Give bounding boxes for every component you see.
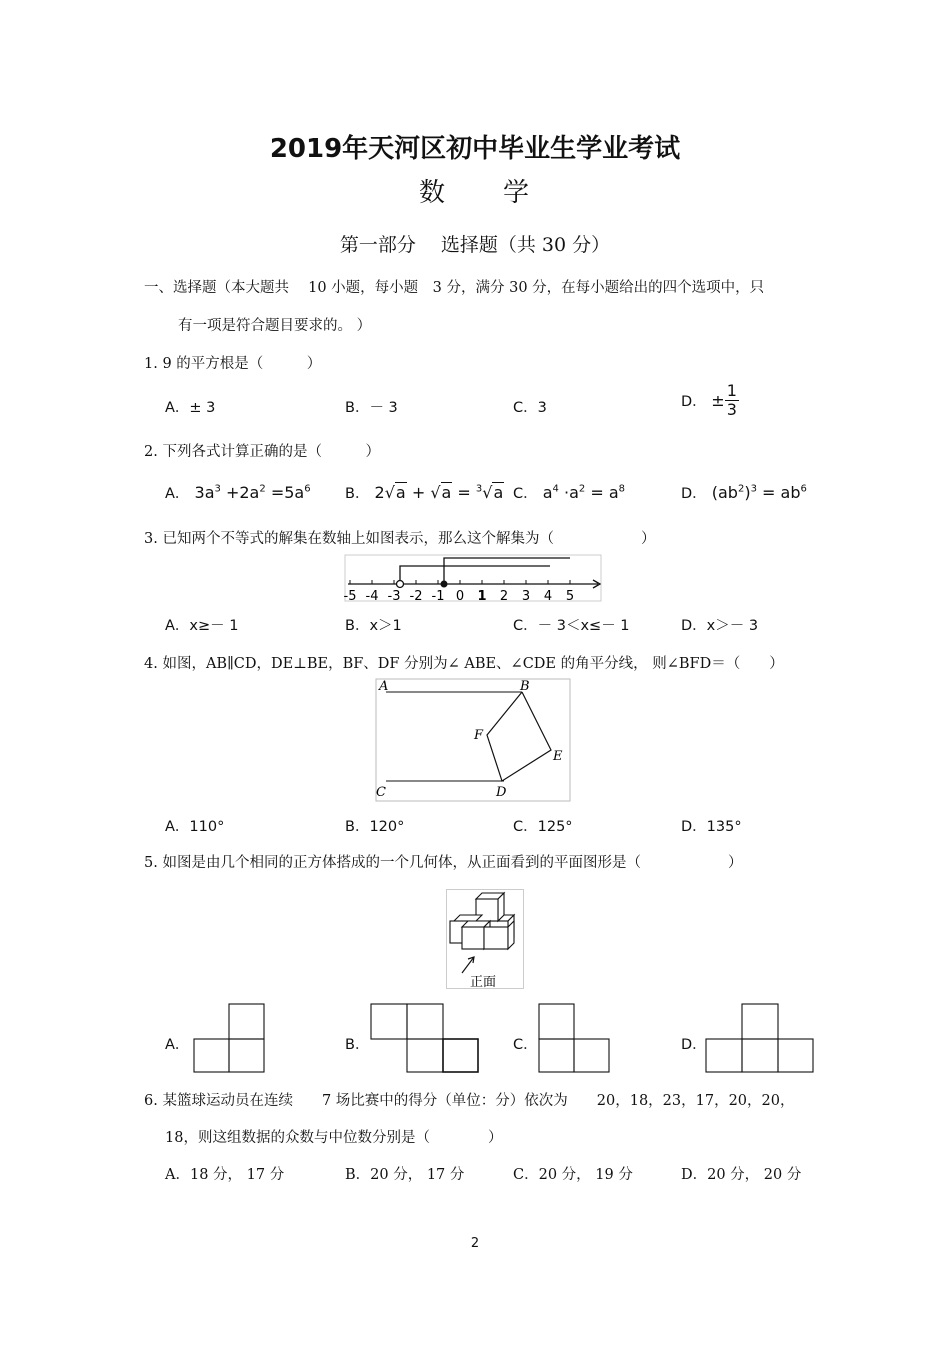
closed-point-minus-1	[441, 581, 448, 588]
c-square-top	[539, 1004, 574, 1039]
q1-option-c: C．3	[513, 400, 547, 416]
front-cube-front	[462, 927, 484, 949]
q6-option-d: D．20 分， 20 分	[681, 1167, 802, 1183]
q3-option-c: C．－ 3＜x≤－ 1	[513, 618, 630, 634]
solution-ray-2	[444, 558, 570, 584]
front-cube-right	[484, 927, 508, 949]
axis-tick-label: 2	[499, 589, 509, 604]
front-view-label: 正面	[470, 975, 497, 990]
b-square-bottom-right	[443, 1039, 478, 1072]
axis-tick-label: -3	[387, 589, 401, 604]
axis-tick-label: -1	[431, 589, 445, 604]
q5-option-a-figure	[193, 1003, 265, 1073]
q2-option-c: C． $a^4 \cdot a^2 = a^8$	[513, 483, 626, 502]
q4-option-c: C．125°	[513, 819, 573, 835]
number-line-frame	[345, 555, 601, 601]
b-square-top-mid	[407, 1004, 443, 1039]
q3-stem: 3. 已知两个不等式的解集在数轴上如图表示，那么这个解集为（ ）	[144, 531, 656, 547]
tick-labels	[344, 589, 575, 604]
q2-option-d: D． $(ab^2)^3 = ab^6$	[681, 483, 807, 502]
axis-tick-label: 0	[455, 589, 465, 604]
label-b: B	[520, 679, 530, 694]
q5-option-b: B．	[345, 1037, 370, 1053]
q3-option-b: B．x＞1	[345, 618, 402, 634]
q6-option-a: A．18 分， 17 分	[165, 1167, 285, 1183]
d-square-bottom-left	[706, 1039, 742, 1072]
axis-tick-label: 3	[521, 589, 531, 604]
q1-d-numerator: 1	[726, 381, 737, 400]
label-a: A	[379, 679, 389, 694]
a-square-bottom-left	[194, 1039, 229, 1072]
d-square-bottom-right	[778, 1039, 813, 1072]
quadrilateral-bedf	[487, 692, 551, 781]
cube-stack-figure	[446, 889, 524, 989]
page-number: 2	[470, 1236, 480, 1251]
q2-d-label: D．	[681, 486, 707, 502]
q2-c-label: C．	[513, 486, 538, 502]
q3-option-d: D．x＞－ 3	[681, 618, 759, 634]
b-square-bottom-mid	[407, 1039, 443, 1072]
q4-option-b: B．120°	[345, 819, 405, 835]
q1-d-sign: ±	[711, 391, 725, 410]
q1-option-b: B．－ 3	[345, 400, 398, 416]
q1-d-denominator: 3	[726, 400, 737, 419]
exam-title: 2019年天河区初中毕业生学业考试	[269, 134, 681, 164]
q5-option-b-figure	[370, 1003, 480, 1073]
q1-stem: 1. 9 的平方根是（ ）	[144, 356, 322, 372]
figure-frame	[376, 679, 570, 801]
label-d: D	[496, 785, 507, 800]
axis-tick-label: 4	[543, 589, 553, 604]
q5-option-d: D．	[681, 1037, 707, 1053]
number-line-figure	[342, 553, 604, 605]
a-square-top	[229, 1004, 264, 1039]
q6-stem-line1: 6. 某篮球运动员在连续 7 场比赛中的得分（单位：分）依次为 20，18，23，17，20，20，	[144, 1093, 795, 1109]
axis-tick-label: -2	[409, 589, 423, 604]
q1-d-fraction	[725, 382, 739, 419]
q5-option-a: A．	[165, 1037, 190, 1053]
instructions-line1: 一、选择题（本大题共 10 小题，每小题 3 分，满分 30 分，在每小题给出的四个选项中，只	[144, 280, 765, 296]
q3-option-a: A．x≥－ 1	[165, 618, 239, 634]
q2-option-b: B． 2√a + √a = $^3$√a	[345, 483, 504, 502]
q5-option-d-figure	[705, 1003, 815, 1073]
q1-option-a: A．± 3	[165, 400, 216, 416]
q6-stem-line2: 18，则这组数据的众数与中位数分别是（ ）	[165, 1130, 503, 1146]
b-square-top-left	[371, 1004, 407, 1039]
label-e: E	[553, 749, 563, 764]
d-square-bottom-mid	[742, 1039, 778, 1072]
part-heading: 第一部分 选择题（共 30 分）	[339, 234, 611, 256]
a-square-bottom-right	[229, 1039, 264, 1072]
q4-option-d: D．135°	[681, 819, 742, 835]
view-arrow-line	[462, 957, 474, 973]
c-square-bottom-right	[574, 1039, 609, 1072]
q2-option-a: A． $3a^3 +2a^2 =5a^6$	[165, 483, 311, 502]
axis-tick-label: 5	[565, 589, 575, 604]
label-c: C	[376, 785, 386, 800]
q5-option-c-figure	[538, 1003, 610, 1073]
q5-option-c: C．	[513, 1037, 538, 1053]
q2-a-label: A．	[165, 486, 190, 502]
q1-option-d	[681, 382, 739, 419]
axis-tick-label: -5	[343, 589, 357, 604]
q2-b-label: B．	[345, 486, 370, 502]
q5-stem: 5. 如图是由几个相同的正方体搭成的一个几何体，从正面看到的平面图形是（ ）	[144, 855, 743, 871]
instructions-line2: 有一项是符合题目要求的。 ）	[178, 318, 372, 334]
q6-option-b: B．20 分， 17 分	[345, 1167, 465, 1183]
q4-stem: 4. 如图，AB∥CD，DE⊥BE，BF、DF 分别为∠ ABE、∠CDE 的角平分线， 则∠BFD＝（ ）	[144, 656, 784, 672]
axis-tick-label: -4	[365, 589, 379, 604]
q2-stem: 2. 下列各式计算正确的是（ ）	[144, 444, 380, 460]
cubes	[450, 893, 514, 949]
label-f: F	[474, 728, 484, 743]
solution-ray-1	[400, 566, 550, 584]
parallel-lines-figure	[374, 678, 572, 802]
d-square-top	[742, 1004, 778, 1039]
axis-tick-label: 1	[477, 589, 487, 604]
open-point-minus-3	[397, 581, 404, 588]
q6-option-c: C．20 分， 19 分	[513, 1167, 633, 1183]
subject-title: 数 学	[418, 178, 531, 208]
q1-d-label: D．	[681, 394, 707, 410]
c-square-bottom-left	[539, 1039, 574, 1072]
q4-option-a: A．110°	[165, 819, 225, 835]
